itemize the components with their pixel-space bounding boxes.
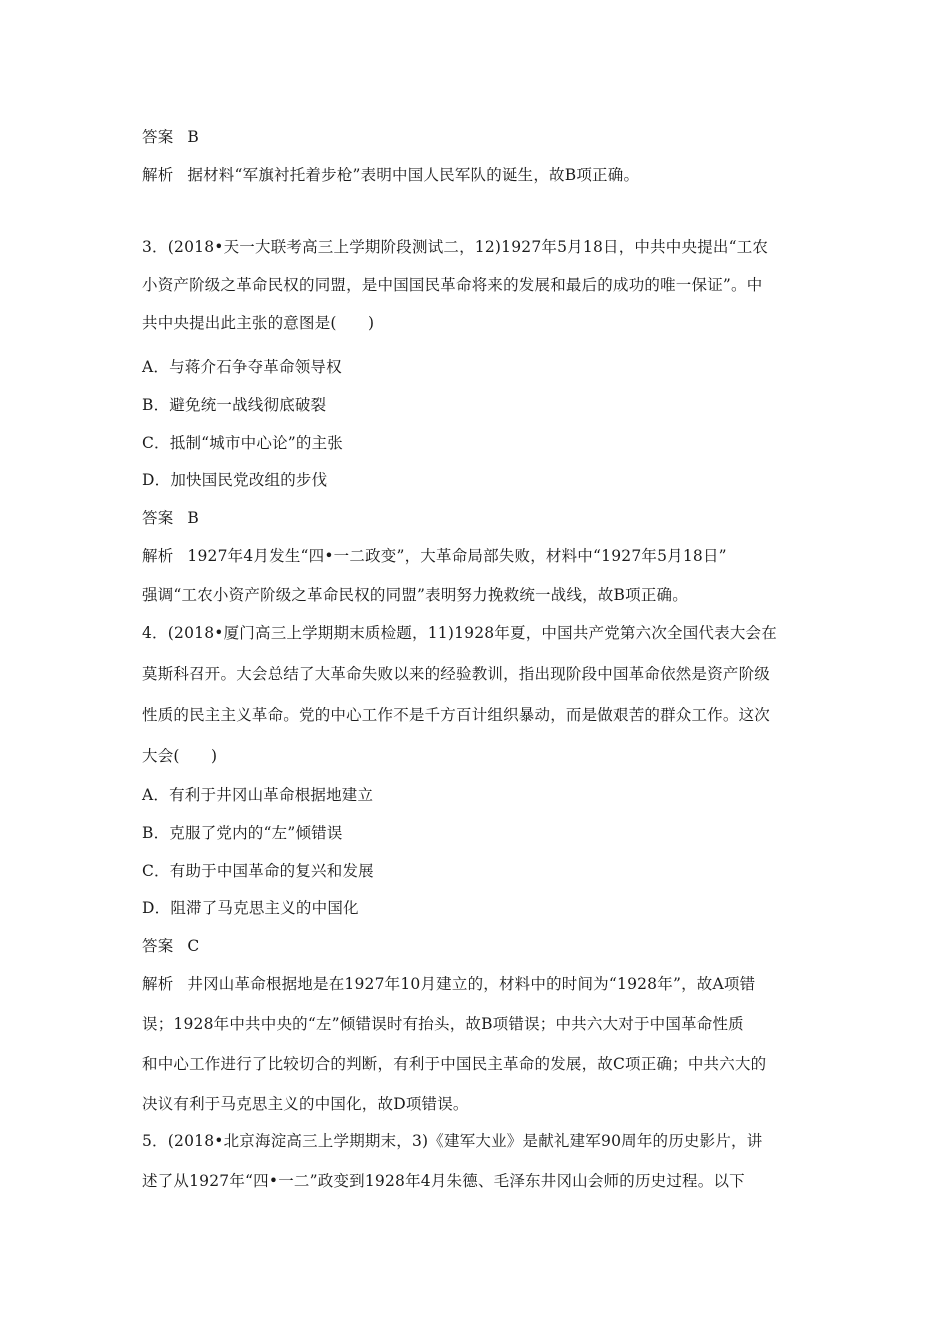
- analysis-line: 误；1928年中共中央的“左”倾错误时有抬头，故B项错误；中共六大对于中国革命性质: [142, 1015, 744, 1033]
- analysis-text: 井冈山革命根据地是在1927年10月建立的，材料中的时间为“1928年”，故A项错: [187, 975, 756, 993]
- analysis-line: [142, 973, 812, 995]
- option-b: B．克服了党内的“左”倾错误: [142, 824, 343, 842]
- question-3-line: 小资产阶级之革命民权的同盟，是中国国民革命将来的发展和最后的成功的唯一保证”。中: [142, 276, 763, 294]
- answer-line: [142, 126, 812, 148]
- option-a: A．有利于井冈山革命根据地建立: [142, 786, 374, 804]
- analysis-label: 解析: [142, 975, 174, 993]
- answer-label: 答案: [142, 937, 174, 955]
- answer-label: 答案: [142, 128, 174, 146]
- option-c: C．抵制“城市中心论”的主张: [142, 434, 344, 452]
- answer-line: [142, 935, 812, 957]
- analysis-line: [142, 545, 812, 567]
- analysis-line: 和中心工作进行了比较切合的判断，有利于中国民主革命的发展，故C项正确；中共六大的: [142, 1055, 767, 1073]
- question-4-line: 4．(2018•厦门高三上学期期末质检题，11)1928年夏，中国共产党第六次全国代表大会在: [142, 624, 777, 642]
- answer-label: 答案: [142, 509, 174, 527]
- question-3-line: 3．(2018•天一大联考高三上学期阶段测试二，12)1927年5月18日，中共中央提出“工农: [142, 238, 769, 256]
- option-c: C．有助于中国革命的复兴和发展: [142, 862, 374, 880]
- question-5-line: 述了从1927年“四•一二”政变到1928年4月朱德、毛泽东井冈山会师的历史过程。以下: [142, 1172, 745, 1190]
- option-b: B．避免统一战线彻底破裂: [142, 396, 327, 414]
- question-4-line: 大会( ): [142, 747, 218, 765]
- option-a: A．与蒋介石争夺革命领导权: [142, 358, 342, 376]
- analysis-text: 1927年4月发生“四•一二政变”，大革命局部失败，材料中“1927年5月18日”: [187, 547, 727, 565]
- answer-line: [142, 507, 812, 529]
- analysis-line: 决议有利于马克思主义的中国化，故D项错误。: [142, 1095, 469, 1113]
- analysis-text: 据材料“军旗衬托着步枪”表明中国人民军队的诞生，故B项正确。: [187, 166, 640, 184]
- question-5-line: 5．(2018•北京海淀高三上学期期末，3)《建军大业》是献礼建军90周年的历史影片，讲: [142, 1132, 763, 1150]
- question-4-line: 莫斯科召开。大会总结了大革命失败以来的经验教训，指出现阶段中国革命依然是资产阶级: [142, 665, 771, 683]
- answer-value: C: [187, 937, 200, 955]
- option-d: D．阻滞了马克思主义的中国化: [142, 899, 359, 917]
- question-4-line: 性质的民主主义革命。党的中心工作不是千方百计组织暴动，而是做艰苦的群众工作。这次: [142, 706, 771, 724]
- analysis-line: 强调“工农小资产阶级之革命民权的同盟”表明努力挽救统一战线，故B项正确。: [142, 586, 688, 604]
- answer-value: B: [187, 128, 199, 146]
- analysis-label: 解析: [142, 547, 174, 565]
- option-d: D．加快国民党改组的步伐: [142, 471, 328, 489]
- question-3-line: 共中央提出此主张的意图是( ): [142, 314, 375, 332]
- analysis-line: [142, 164, 812, 186]
- answer-value: B: [187, 509, 199, 527]
- analysis-label: 解析: [142, 166, 174, 184]
